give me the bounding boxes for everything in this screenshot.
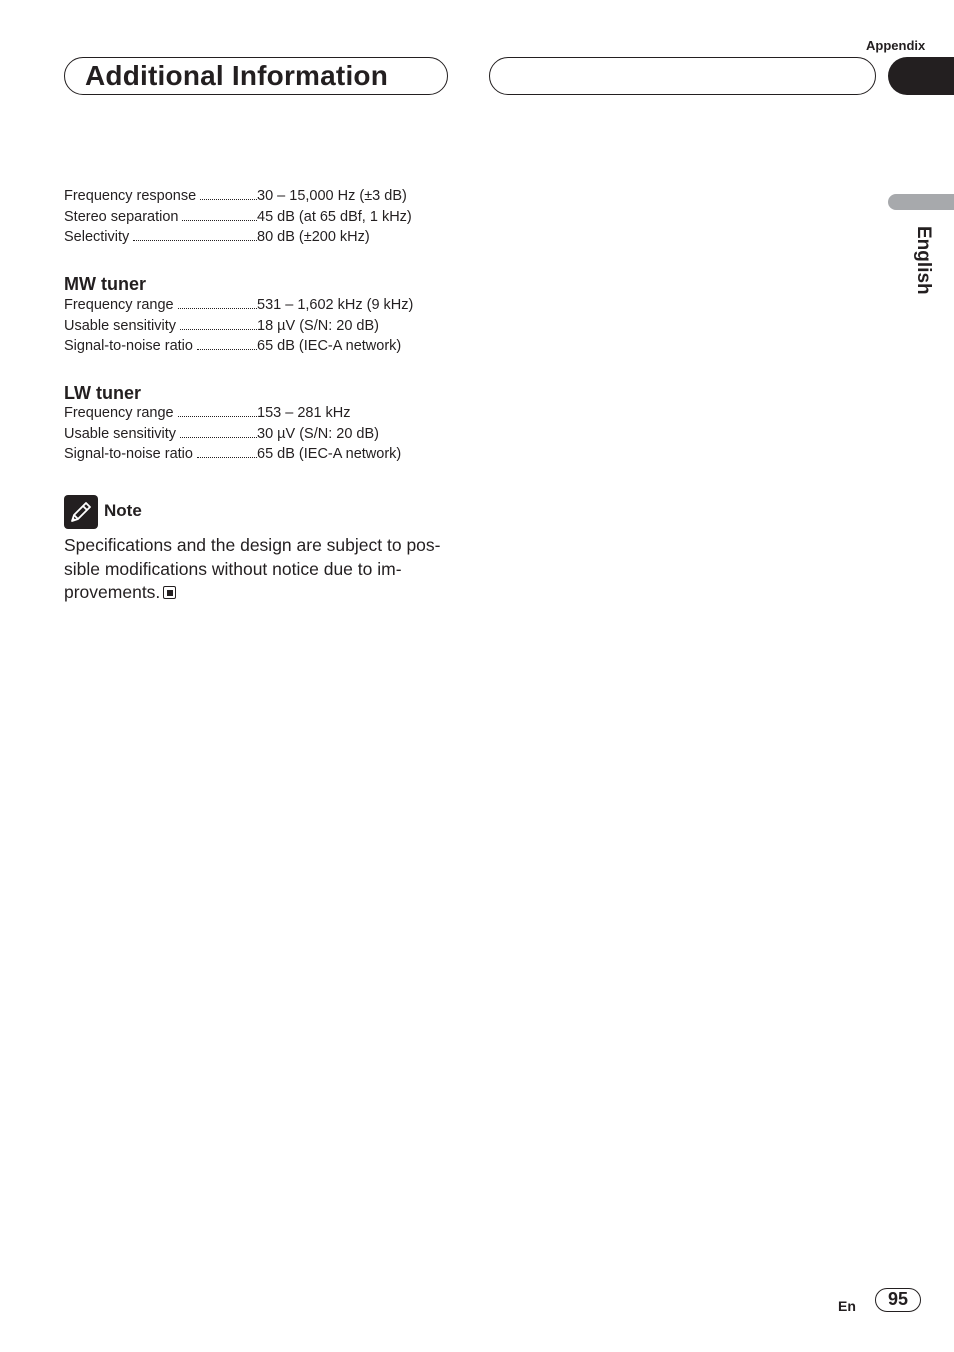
- spec-value: 45 dB (at 65 dBf, 1 kHz): [257, 208, 412, 225]
- spec-row: [64, 209, 464, 230]
- spec-label: Frequency range: [64, 405, 174, 421]
- language-code: En: [838, 1298, 856, 1314]
- spec-value: 153 – 281 kHz: [257, 405, 351, 421]
- spec-label: Selectivity: [64, 229, 130, 245]
- spec-value: 30 – 15,000 Hz (±3 dB): [257, 188, 407, 204]
- page-title: Additional Information: [85, 60, 389, 91]
- spec-row: [64, 446, 464, 467]
- spec-row: [64, 318, 464, 339]
- chapter-tab: [888, 57, 954, 95]
- spec-row: [64, 338, 464, 359]
- mw-spec-list: [64, 297, 464, 359]
- spec-value: 18 µV (S/N: 20 dB): [257, 317, 379, 334]
- note-label: Note: [104, 501, 142, 520]
- page-number: 95: [887, 1289, 909, 1309]
- note-line: Specifications and the design are subject to pos-: [64, 535, 441, 555]
- spec-value: 80 dB (±200 kHz): [257, 229, 370, 245]
- spec-label: Usable sensitivity: [64, 317, 177, 334]
- header-empty-box: [489, 57, 876, 95]
- spec-value: 30 µV (S/N: 20 dB): [257, 425, 379, 442]
- spec-row: [64, 405, 464, 426]
- note-text: [64, 534, 454, 605]
- note-pencil-icon: [64, 495, 98, 529]
- spec-row: [64, 297, 464, 318]
- mw-tuner-heading: MW tuner: [64, 274, 146, 294]
- spec-row: [64, 229, 464, 250]
- appendix-label: Appendix: [866, 38, 926, 53]
- spec-label: Frequency response: [64, 188, 197, 204]
- spec-label: Signal-to-noise ratio: [64, 446, 193, 462]
- spec-label: Frequency range: [64, 297, 174, 313]
- spec-label: Usable sensitivity: [64, 425, 177, 442]
- note-line: provements.: [64, 582, 161, 602]
- note-line: sible modifications without notice due to im-: [64, 558, 402, 579]
- spec-row: [64, 426, 464, 447]
- spec-value: 65 dB (IEC-A network): [257, 446, 402, 462]
- spec-value: 65 dB (IEC-A network): [257, 338, 402, 354]
- fm-spec-list: [64, 188, 464, 250]
- end-mark-icon: [163, 586, 176, 599]
- title-box: [64, 57, 448, 95]
- spec-row: [64, 188, 464, 209]
- page-number-badge: [875, 1288, 921, 1312]
- language-label: English: [913, 226, 934, 295]
- lw-spec-list: [64, 405, 464, 467]
- spec-label: Signal-to-noise ratio: [64, 338, 193, 354]
- language-tab-marker: [888, 194, 954, 210]
- lw-tuner-heading: LW tuner: [64, 383, 141, 403]
- spec-label: Stereo separation: [64, 208, 179, 225]
- spec-value: 531 – 1,602 kHz (9 kHz): [257, 297, 414, 313]
